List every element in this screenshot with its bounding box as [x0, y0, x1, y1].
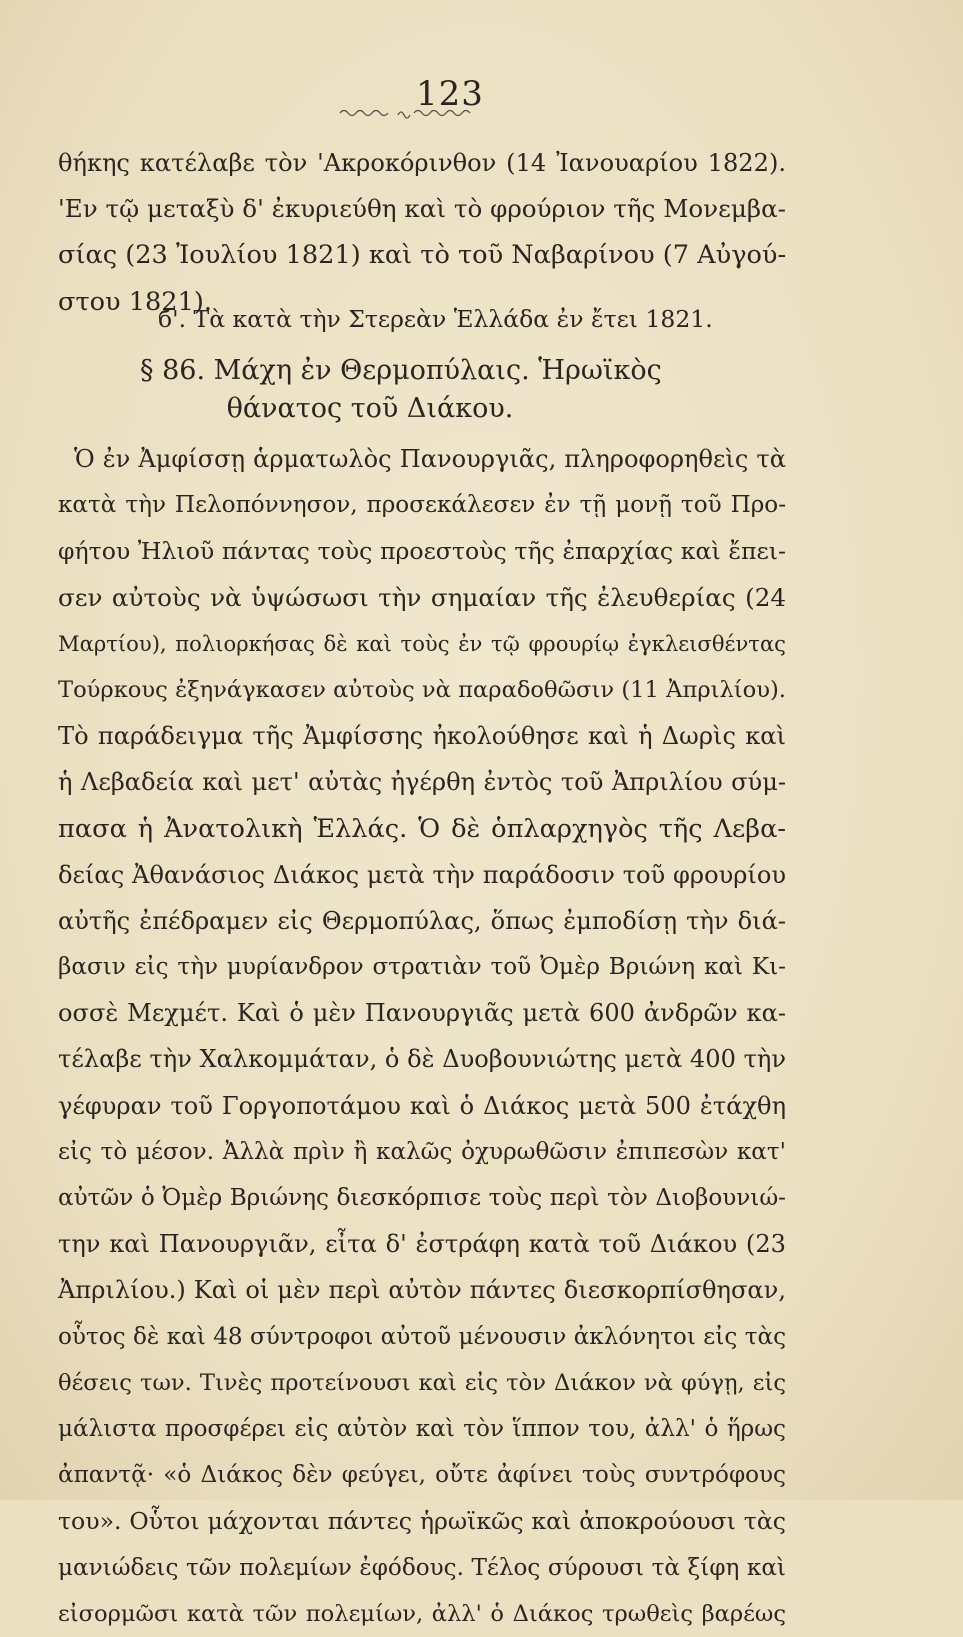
text-line: οσσὲ Μεχμέτ. Καὶ ὁ μὲν Πανουργιᾶς μετὰ 600 ἀνδρῶν κα- [58, 999, 786, 1028]
text-line: δείας Ἀθανάσιος Διάκος μετὰ τὴν παράδοσιν τοῦ φρουρίου [58, 860, 786, 889]
text-line: ἡ Λεβαδεία καὶ μετ' αὐτὰς ἠγέρθη ἐντὸς τοῦ Ἀπριλίου σύμ- [58, 768, 786, 797]
text-line: μανιώδεις τῶν πολεμίων ἐφόδους. Τέλος σύρουσι τὰ ξίφη καὶ [58, 1554, 786, 1581]
text-line: εἰς τὸ μέσον. Ἀλλὰ πρὶν ἢ καλῶς ὀχυρωθῶσιν ἐπιπεσὼν κατ' [58, 1138, 786, 1165]
text-line: θήκης κατέλαβε τὸν 'Ακροκόρινθον (14 Ἰανουαρίου 1822). [58, 149, 786, 177]
section-heading [140, 352, 700, 428]
page-number: 123 [416, 74, 484, 114]
subsection-title-block [158, 296, 718, 342]
text-line: βασιν εἰς τὴν μυρίανδρον στρατιὰν τοῦ Ὀμὲρ Βριώνη καὶ Κι- [58, 954, 786, 981]
text-line: Μαρτίου), πολιορκήσας δὲ καὶ τοὺς ἐν τῷ φρουρίῳ ἐγκλεισθέντας [58, 630, 786, 656]
text-line: αὐτῶν ὁ Ὀμὲρ Βριώνης διεσκόρπισε τοὺς περὶ τὸν Διοβουνιώ- [58, 1185, 786, 1211]
text-line: σεν αὐτοὺς νὰ ὑψώσωσι τὴν σημαίαν τῆς ἐλευθερίας (24 [58, 582, 786, 612]
text-line: θέσεις των. Τινὲς προτείνουσι καὶ εἰς τὸν Διάκον νὰ φύγῃ, εἰς [58, 1369, 786, 1396]
text-line: σίας (23 Ἰουλίου 1821) καὶ τὸ τοῦ Ναβαρίνου (7 Αὐγού- [58, 240, 787, 271]
section-heading-line-2: θάνατος τοῦ Διάκου. [226, 393, 514, 424]
text-line: την καὶ Πανουργιᾶν, εἶτα δ' ἐστράφη κατὰ τοῦ Διάκου (23 [58, 1230, 786, 1259]
text-line: Τούρκους ἐξηνάγκασεν αὐτοὺς νὰ παραδοθῶσιν (11 Ἀπριλίου). [58, 676, 786, 703]
text-line: γέφυραν τοῦ Γοργοποτάμου καὶ ὁ Διάκος μετὰ 500 ἐτάχθη [58, 1091, 786, 1120]
text-line: μάλιστα προσφέρει εἰς αὐτὸν καὶ τὸν ἵππον του, ἀλλ' ὁ ἥρως [58, 1415, 786, 1442]
text-line: εἰσορμῶσι κατὰ τῶν πολεμίων, ἀλλ' ὁ Διάκος τρωθεὶς βαρέως [58, 1600, 786, 1627]
main-paragraph [58, 436, 786, 1637]
text-line: του». Οὗτοι μάχονται πάντες ἡρωϊκῶς καὶ ἀποκρούουσι τὰς [58, 1507, 786, 1536]
text-line: στου 1821). [58, 286, 212, 317]
text-line: φήτου Ἠλιοῦ πάντας τοὺς προεστοὺς τῆς ἐπαρχίας καὶ ἔπει- [58, 537, 786, 566]
text-line: 'Εν τῷ μεταξὺ δ' ἐκυριεύθη καὶ τὸ φρούριον τῆς Μονεμβα- [58, 194, 786, 224]
text-line: τέλαβε τὴν Χαλκομμάταν, ὁ δὲ Δυοβουνιώτης μετὰ 400 τὴν [58, 1045, 786, 1074]
text-line: Τὸ παράδειγμα τῆς Ἀμφίσσης ἠκολούθησε καὶ ἡ Δωρὶς καὶ [58, 722, 786, 751]
text-line: Ἀπριλίου.) Καὶ οἱ μὲν περὶ αὐτὸν πάντες διεσκορπίσθησαν, [58, 1276, 786, 1305]
text-line: Ὁ ἐν Ἀμφίσσῃ ἁρματωλὸς Πανουργιᾶς, πληροφορηθεὶς τὰ [74, 445, 786, 473]
section-heading-line-1: § 86. Μάχη ἐν Θερμοπύλαις. Ἡρωϊκὸς [140, 355, 662, 386]
text-line: αὐτῆς ἐπέδραμεν εἰς Θερμοπύλας, ὅπως ἐμποδίσῃ τὴν διά- [58, 906, 786, 935]
text-line: ἀπαντᾷ· «ὁ Διάκος δὲν φεύγει, οὔτε ἀφίνει τοὺς συντρόφους [58, 1462, 786, 1489]
subsection-title: б'. Τὰ κατὰ τὴν Στερεὰν Ἑλλάδα ἐν ἔτει 1821. [158, 305, 713, 333]
text-line: κατὰ τὴν Πελοπόννησον, προσεκάλεσεν ἐν τῇ μονῇ τοῦ Προ- [58, 492, 786, 519]
ornament-divider-icon [338, 106, 474, 120]
text-line: οὗτος δὲ καὶ 48 σύντροφοι αὐτοῦ μένουσιν ἀκλόνητοι εἰς τὰς [58, 1323, 786, 1350]
text-line: πασα ἡ Ἀνατολικὴ Ἑλλάς. Ὁ δὲ ὁπλαρχηγὸς τῆς Λεβα- [58, 813, 786, 844]
